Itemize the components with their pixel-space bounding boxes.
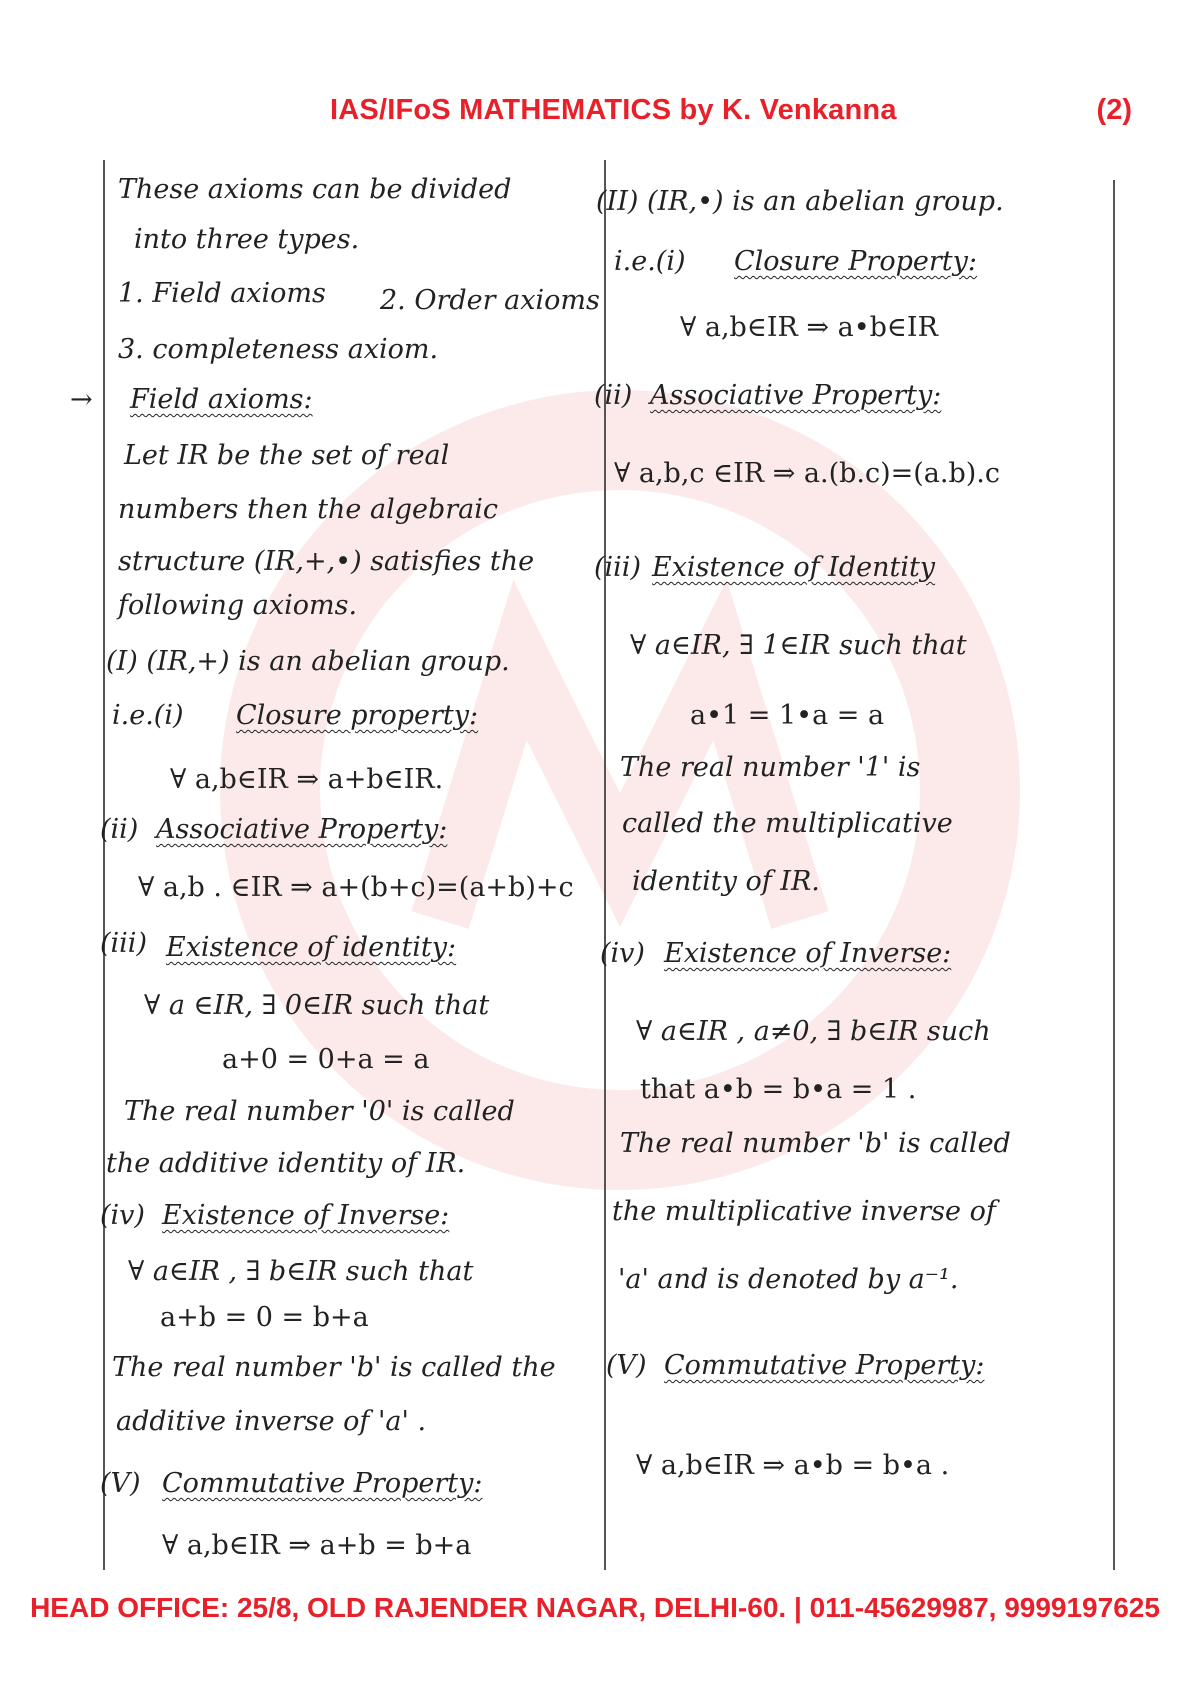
right-line-10: called the multiplicative: [622, 808, 953, 839]
left-line-25a: (V): [100, 1468, 141, 1499]
inverse-formula-left: a+b = 0 = b+a: [160, 1302, 369, 1333]
associative-property-heading-right: Associative Property:: [650, 380, 942, 411]
left-line-9: following axioms.: [118, 590, 358, 621]
right-line-15: The real number 'b' is called: [620, 1128, 1011, 1159]
closure-property-heading-right: Closure Property:: [734, 246, 977, 277]
right-line-4a: (ii): [594, 380, 633, 411]
right-line-6a: (iii): [594, 552, 641, 583]
left-line-16: ∀ a ∈IR, ∃ 0∈IR such that: [144, 990, 490, 1021]
left-line-2: into three types.: [134, 224, 360, 255]
left-line-3b: 2. Order axioms: [380, 285, 600, 316]
identity-heading-left: Existence of identity:: [166, 932, 457, 963]
left-line-4: 3. completeness axiom.: [118, 334, 439, 365]
left-line-23: The real number 'b' is called the: [112, 1352, 556, 1383]
closure-property-heading-left: Closure property:: [236, 700, 479, 731]
commutative-heading-right: Commutative Property:: [664, 1350, 985, 1381]
inverse-heading-right: Existence of Inverse:: [664, 938, 952, 969]
right-line-11: identity of IR.: [632, 866, 820, 897]
commutative-formula-left: ∀ a,b∈IR ⇒ a+b = b+a: [162, 1530, 472, 1561]
identity-formula-right: a•1 = 1•a = a: [690, 700, 885, 731]
identity-heading-right: Existence of Identity: [652, 552, 936, 583]
page-number: (2): [1096, 94, 1132, 126]
arrow-icon: →: [70, 384, 93, 415]
associative-property-heading-left: Associative Property:: [156, 814, 448, 845]
left-line-24: additive inverse of 'a' .: [116, 1406, 427, 1437]
commutative-formula-right: ∀ a,b∈IR ⇒ a•b = b•a .: [636, 1450, 950, 1481]
right-line-7: ∀ a∈IR, ∃ 1∈IR such that: [630, 630, 967, 661]
footer-contact: HEAD OFFICE: 25/8, OLD RAJENDER NAGAR, DELHI-60. | 011-45629987, 9999197625: [30, 1592, 1160, 1623]
page-title: IAS/IFoS MATHEMATICS by K. Venkanna: [330, 94, 897, 126]
right-line-16: the multiplicative inverse of: [612, 1196, 996, 1227]
left-line-15a: (iii): [100, 928, 147, 959]
left-line-11a: i.e.(i): [112, 700, 184, 731]
commutative-heading-left: Commutative Property:: [162, 1468, 483, 1499]
left-line-1: These axioms can be divided: [118, 174, 512, 205]
left-line-21: ∀ a∈IR , ∃ b∈IR such that: [128, 1256, 474, 1287]
identity-formula-left: a+0 = 0+a = a: [222, 1044, 430, 1075]
right-line-9: The real number '1' is: [620, 752, 921, 783]
left-line-19: the additive identity of IR.: [106, 1148, 466, 1179]
right-line-18a: (V): [606, 1350, 647, 1381]
closure-formula-right: ∀ a,b∈IR ⇒ a•b∈IR: [680, 312, 938, 343]
left-line-6: Let IR be the set of real: [124, 440, 450, 471]
right-line-12a: (iv): [600, 938, 645, 969]
right-line-17: 'a' and is denoted by a⁻¹.: [618, 1264, 959, 1295]
right-border-rule: [1113, 180, 1115, 1570]
left-line-18: The real number '0' is called: [124, 1096, 515, 1127]
field-axioms-heading: Field axioms:: [130, 384, 313, 415]
left-line-7: numbers then the algebraic: [118, 494, 499, 525]
left-line-13a: (ii): [100, 814, 139, 845]
left-line-3a: 1. Field axioms: [118, 278, 326, 309]
right-line-2a: i.e.(i): [614, 246, 686, 277]
left-line-20a: (iv): [100, 1200, 145, 1231]
left-border-rule: [103, 160, 105, 1570]
closure-formula-left: ∀ a,b∈IR ⇒ a+b∈IR.: [170, 764, 444, 795]
left-line-10: (I) (IR,+) is an abelian group.: [106, 646, 510, 677]
right-line-13: ∀ a∈IR , a≠0, ∃ b∈IR such: [636, 1016, 991, 1047]
inverse-formula-right: that a•b = b•a = 1 .: [640, 1074, 917, 1105]
right-line-1: (II) (IR,•) is an abelian group.: [596, 186, 1004, 217]
associative-formula-left: ∀ a,b . ∈IR ⇒ a+(b+c)=(a+b)+c: [138, 872, 574, 903]
associative-formula-right: ∀ a,b,c ∈IR ⇒ a.(b.c)=(a.b).c: [614, 458, 1000, 489]
inverse-heading-left: Existence of Inverse:: [162, 1200, 450, 1231]
left-line-8: structure (IR,+,•) satisfies the: [118, 546, 535, 577]
